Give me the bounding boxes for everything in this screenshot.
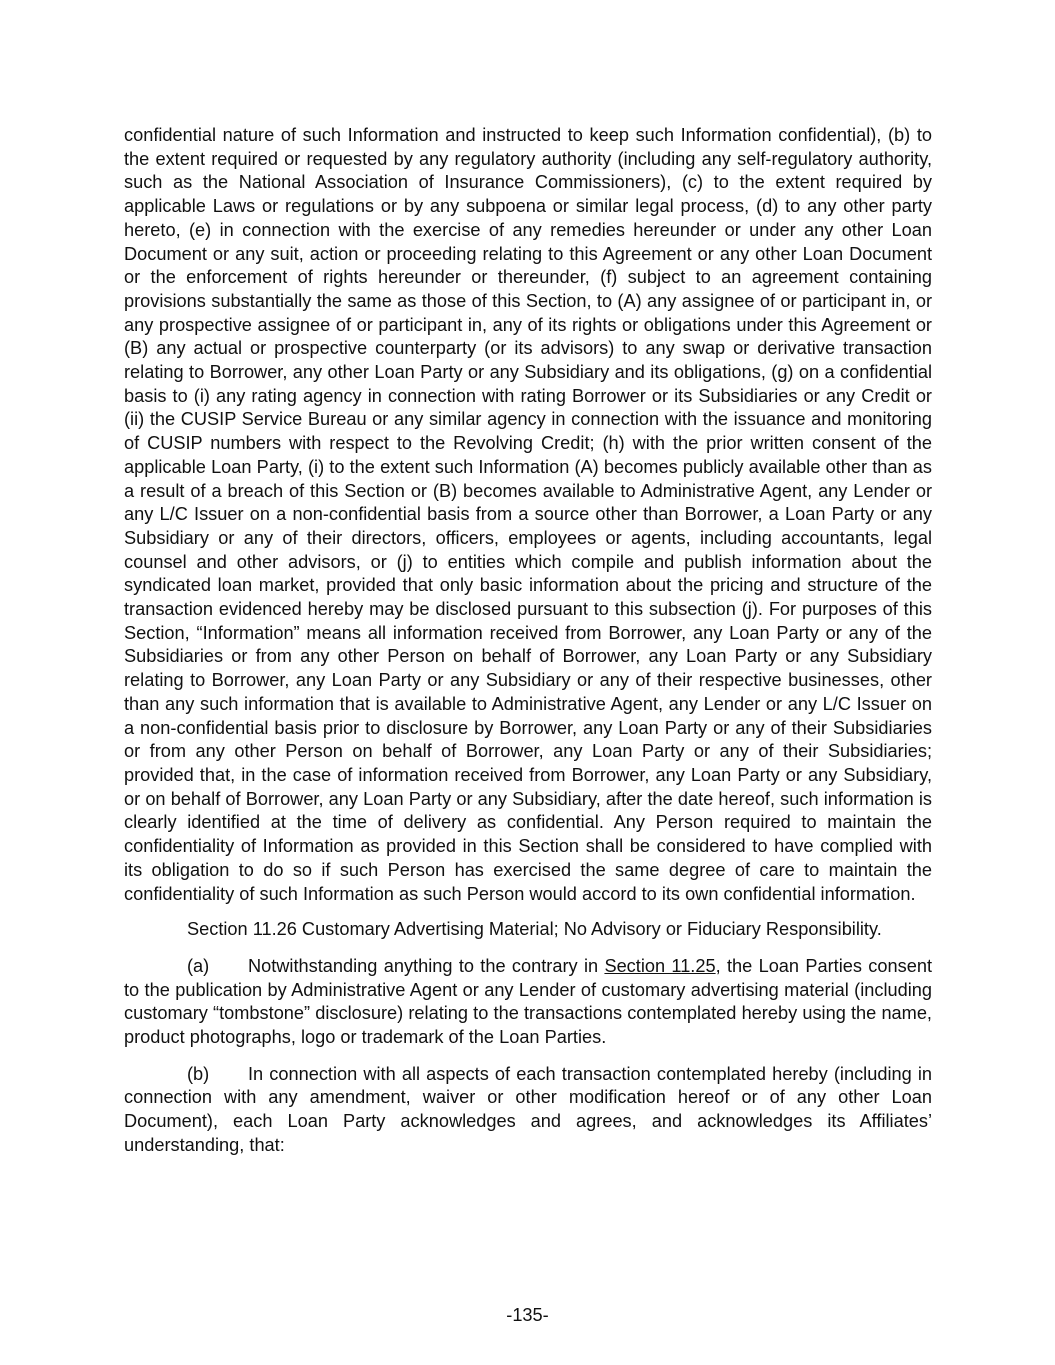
page-number: -135- [506, 1305, 549, 1325]
subsection-a [124, 955, 932, 1050]
confidentiality-paragraph: confidential nature of such Information and instructed to keep such Information confidential), (b) to the extent required or requested by any regulatory authority (including any self-regulatory authority, such as the National Association of Insurance Commissioners), (c) to the extent required by applicable Laws or regulations or by any subpoena or similar legal process, (d) to any other party hereto, (e) in connection with the exercise of any remedies hereunder or under any other Loan Document or any suit, action or proceeding relating to this Agreement or any other Loan Document or the enforcement of rights hereunder or thereunder, (f) subject to an agreement containing provisions substantially the same as those of this Section, to (A) any assignee of or participant in, or any prospective assignee of or participant in, any of its rights or obligations under this Agreement or (B) any actual or prospective counterparty (or its advisors) to any swap or derivative transaction relating to Borrower, any other Loan Party or any Subsidiary and its obligations, (g) on a confidential basis to (i) any rating agency in connection with rating Borrower or its Subsidiaries or any Credit or (ii) the CUSIP Service Bureau or any similar agency in connection with the issuance and monitoring of CUSIP numbers with respect to the Revolving Credit; (h) with the prior written consent of the applicable Loan Party, (i) to the extent such Information (A) becomes publicly available other than as a result of a breach of this Section or (B) becomes available to Administrative Agent, any Lender or any L/C Issuer on a non-confidential basis from a source other than Borrower, a Loan Party or any Subsidiary or any of their directors, officers, employees or agents, including accountants, legal counsel and other advisors, or (j) to entities which compile and publish information about the syndicated loan market, provided that only basic information about the pricing and structure of the transaction evidenced hereby may be disclosed pursuant to this subsection (j). For purposes of this Section, “Information” means all information received from Borrower, any Loan Party or any of the Subsidiaries or from any other Person on behalf of Borrower, any Loan Party or any Subsidiary relating to Borrower, any Loan Party or any Subsidiary or any of their respective businesses, other than any such information that is available to Administrative Agent, any Lender or any L/C Issuer on a non-confidential basis prior to disclosure by Borrower, any Loan Party or any of their Subsidiaries or from any other Person on behalf of Borrower, any Loan Party or any of their Subsidiaries; provided that, in the case of information received from Borrower, any Loan Party or any Subsidiary, or on behalf of Borrower, any Loan Party or any Subsidiary, after the date hereof, such information is clearly identified at the time of delivery as confidential. Any Person required to maintain the confidentiality of Information as provided in this Section shall be considered to have complied with its obligation to do so if such Person has exercised the same degree of care to maintain the confidentiality of such Information as such Person would accord to its own confidential information. [124, 125, 932, 904]
subsection-b-label: (b) [187, 1063, 210, 1084]
subsection-a-text-after: , the Loan Parties consent to the publication by Administrative Agent or any Lender of customary advertising material (including customary “tombstone” disclosure) relating to the transactions contemplated hereby using the name, product photographs, logo or trademark of the Loan Parties. [124, 955, 932, 1048]
subsection-b-text: In connection with all aspects of each transaction contemplated hereby (including in connection with any amendment, waiver or other modification hereof or of any other Loan Document), each Loan Party acknowledges and agrees, and acknowledges its Affiliates’ understanding, that: [124, 1063, 932, 1155]
section-reference-link: Section 11.25 [604, 955, 716, 976]
section-heading: Section 11.26 Customary Advertising Material; No Advisory or Fiduciary Responsibility. [187, 919, 882, 940]
subsection-a-text-before: Notwithstanding anything to the contrary in [248, 955, 605, 976]
document-page [124, 124, 932, 1158]
subsection-b [124, 1063, 932, 1158]
subsection-a-label: (a) [187, 955, 210, 976]
